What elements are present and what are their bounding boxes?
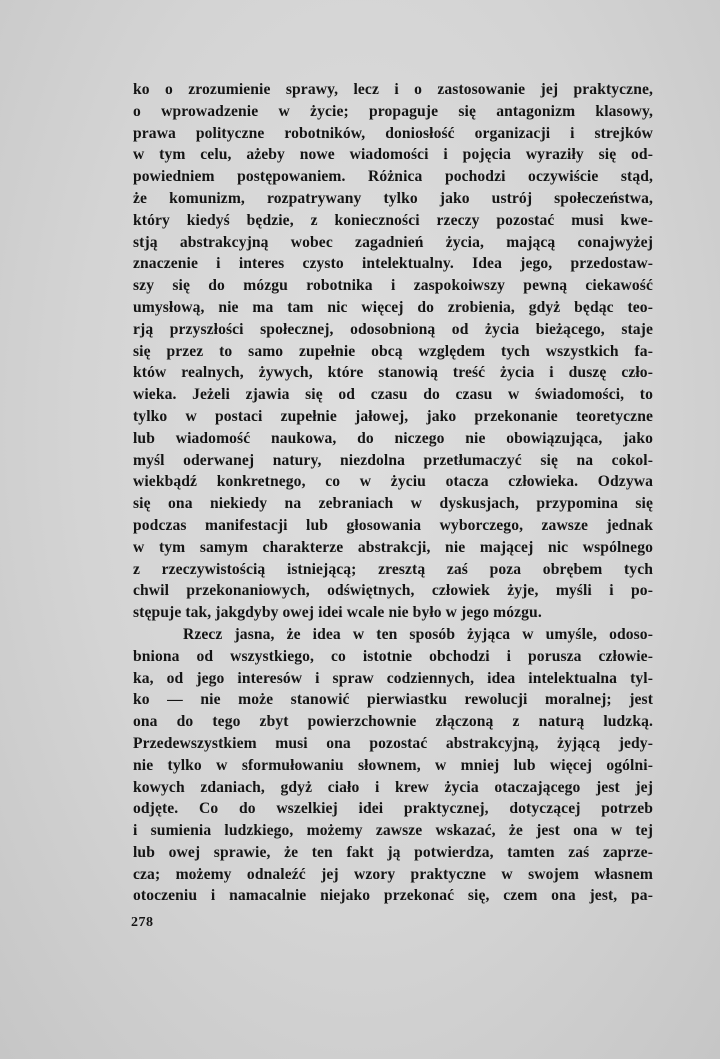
text-line: się przez to samo zupełnie obcą względem tych wszystkich fa- <box>133 342 653 360</box>
text-line: prawa polityczne robotników, doniosłość organizacji i strejków <box>133 124 653 142</box>
text-line: że komunizm, rozpatrywany tylko jako ustrój społeczeństwa, <box>133 189 653 207</box>
text-line: w tym samym charakterze abstrakcji, nie mającej nic wspólnego <box>133 538 653 556</box>
text-line: w tym celu, ażeby nowe wiadomości i pojęcia wyraziły się od- <box>133 146 653 164</box>
text-line: szy się do mózgu robotnika i zaspokoiwszy pewną ciekawość <box>133 277 653 295</box>
text-line: odjęte. Co do wszelkiej idei praktycznej, dotyczącej potrzeb <box>133 800 653 818</box>
text-line: wieka. Jeżeli zjawia się od czasu do czasu w świadomości, to <box>133 386 653 404</box>
text-line: Przedewszystkiem musi ona pozostać abstrakcyjną, żyjącą jedy- <box>133 734 653 752</box>
text-line: kowych zdaniach, gdyż ciało i krew życia otaczającego jest jej <box>133 778 653 796</box>
text-line: myśl oderwanej natury, niezdolna przetłumaczyć się na cokol- <box>133 451 653 469</box>
text-line: chwil przekonaniowych, odświętnych, człowiek żyje, myśli i po- <box>133 582 653 600</box>
text-line: bniona od wszystkiego, co istotnie obchodzi i porusza człowie- <box>133 647 653 665</box>
text-line: stępuje tak, jakgdyby owej idei wcale nie było w jego mózgu. <box>133 604 542 622</box>
text-line: cza; możemy odnaleźć jej wzory praktyczne w swojem własnem <box>133 865 653 883</box>
text-line: ko — nie może stanowić pierwiastku rewolucji moralnej; jest <box>133 691 653 709</box>
text-line: tylko w postaci zupełnie jałowej, jako przekonanie teoretyczne <box>133 407 653 425</box>
text-line: któw realnych, żywych, które stanowią treść życia i duszę czło- <box>133 364 653 382</box>
text-line: rją przyszłości społecznej, odosobnioną od życia bieżącego, staje <box>133 320 653 338</box>
text-line: otoczeniu i namacalnie niejako przekonać się, czem ona jest, pa- <box>133 887 653 905</box>
text-line: umysłową, nie ma tam nic więcej do zrobienia, gdyż będąc teo- <box>133 298 653 316</box>
body-text <box>133 79 653 907</box>
text-line: stją abstrakcyjną wobec zagadnień życia, mającą conajwyżej <box>133 233 653 251</box>
page-number: 278 <box>131 915 154 930</box>
text-line: o wprowadzenie w życie; propaguje się antagonizm klasowy, <box>133 102 653 120</box>
text-line: nie tylko w sformułowaniu słownem, w mniej lub więcej ogólni- <box>133 756 653 774</box>
text-line: który kiedyś będzie, z konieczności rzeczy pozostać musi kwe- <box>133 211 653 229</box>
text-line: podczas manifestacji lub głosowania wyborczego, zawsze jednak <box>133 516 653 534</box>
text-line: lub owej sprawie, że ten fakt ją potwierdza, tamten zaś zaprze- <box>133 843 653 861</box>
text-line: ko o zrozumienie sprawy, lecz i o zastosowanie jej praktyczne, <box>133 81 653 98</box>
text-line: i sumienia ludzkiego, możemy zawsze wskazać, że jest ona w tej <box>133 822 653 840</box>
text-line: ka, od jego interesów i spraw codziennych, idea intelektualna tyl- <box>133 669 653 687</box>
text-line: Rzecz jasna, że idea w ten sposób żyjąca w umyśle, odoso- <box>183 625 653 643</box>
text-line: lub wiadomość naukowa, do niczego nie obowiązująca, jako <box>133 429 653 447</box>
text-line: ona do tego zbyt powierzchownie złączoną z naturą ludzką. <box>133 713 653 731</box>
text-line: z rzeczywistością istniejącą; zresztą zaś poza obrębem tych <box>133 560 653 578</box>
text-line: powiedniem postępowaniem. Różnica pochodzi oczywiście stąd, <box>133 168 653 186</box>
text-line: wiekbądź konkretnego, co w życiu otacza człowieka. Odzywa <box>133 473 653 491</box>
text-line: się ona niekiedy na zebraniach w dyskusjach, przypomina się <box>133 495 653 513</box>
text-line: znaczenie i interes czysto intelektualny. Idea jego, przedostaw- <box>133 255 653 273</box>
